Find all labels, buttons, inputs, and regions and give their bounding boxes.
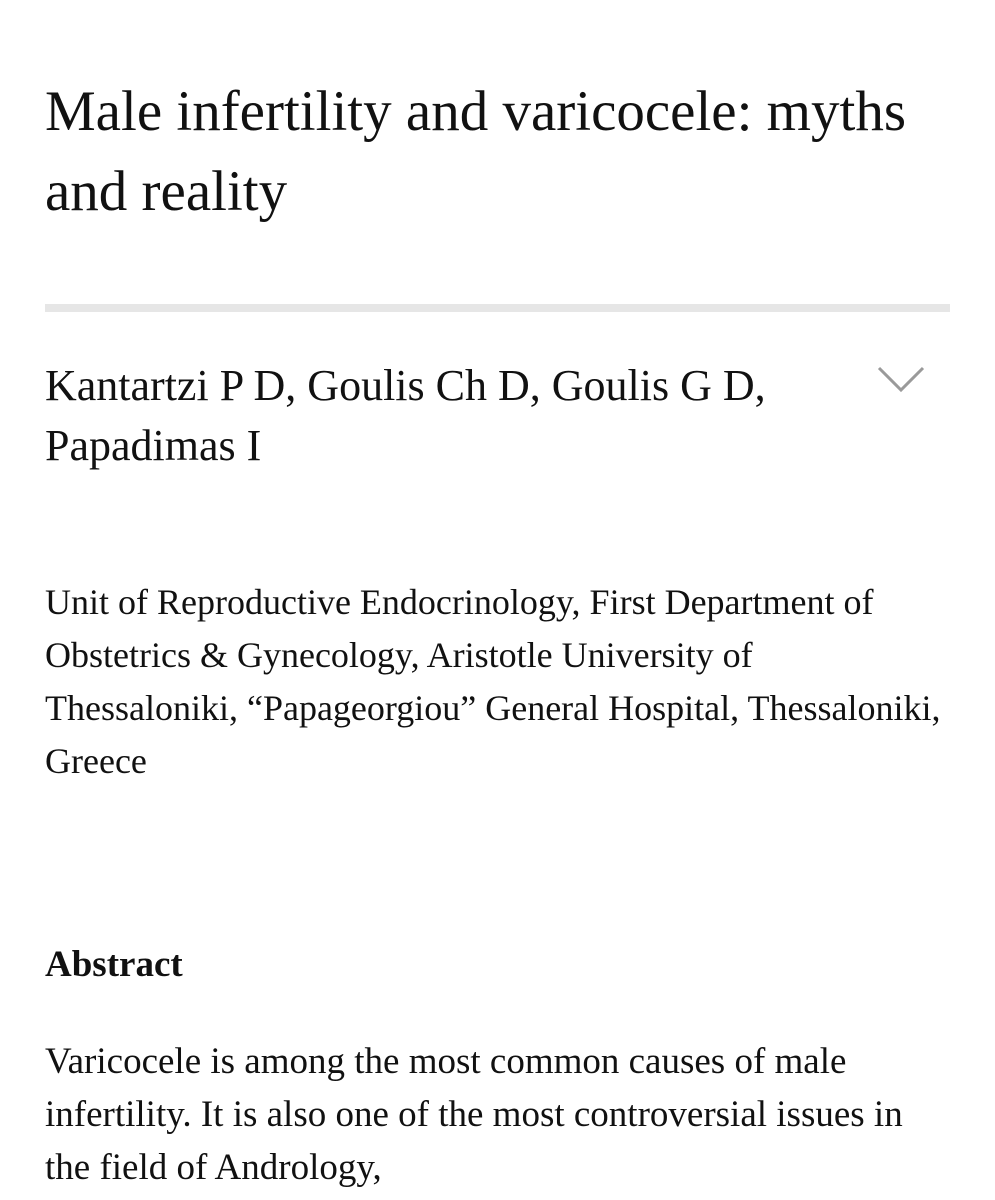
abstract-text: Varicocele is among the most common causes of male infertility. It is also one of the most controversial issues in the field of Andrology,: [45, 1041, 903, 1188]
title-divider: [45, 304, 950, 312]
article-title: Male infertility and varicocele: myths and reality: [45, 80, 907, 223]
chevron-down-icon: [876, 362, 926, 396]
author-affiliation: Unit of Reproductive Endocrinology, First Department of Obstetrics & Gynecology, Aristotle University of Thessaloniki, “Papageorgiou” General Hospital, Thessaloniki, Greece: [45, 582, 941, 781]
expand-authors-button[interactable]: [876, 362, 926, 396]
author-list: Kantartzi P D, Goulis Ch D, Goulis G D, Papadimas I: [45, 361, 766, 470]
abstract-heading: Abstract: [45, 944, 183, 985]
